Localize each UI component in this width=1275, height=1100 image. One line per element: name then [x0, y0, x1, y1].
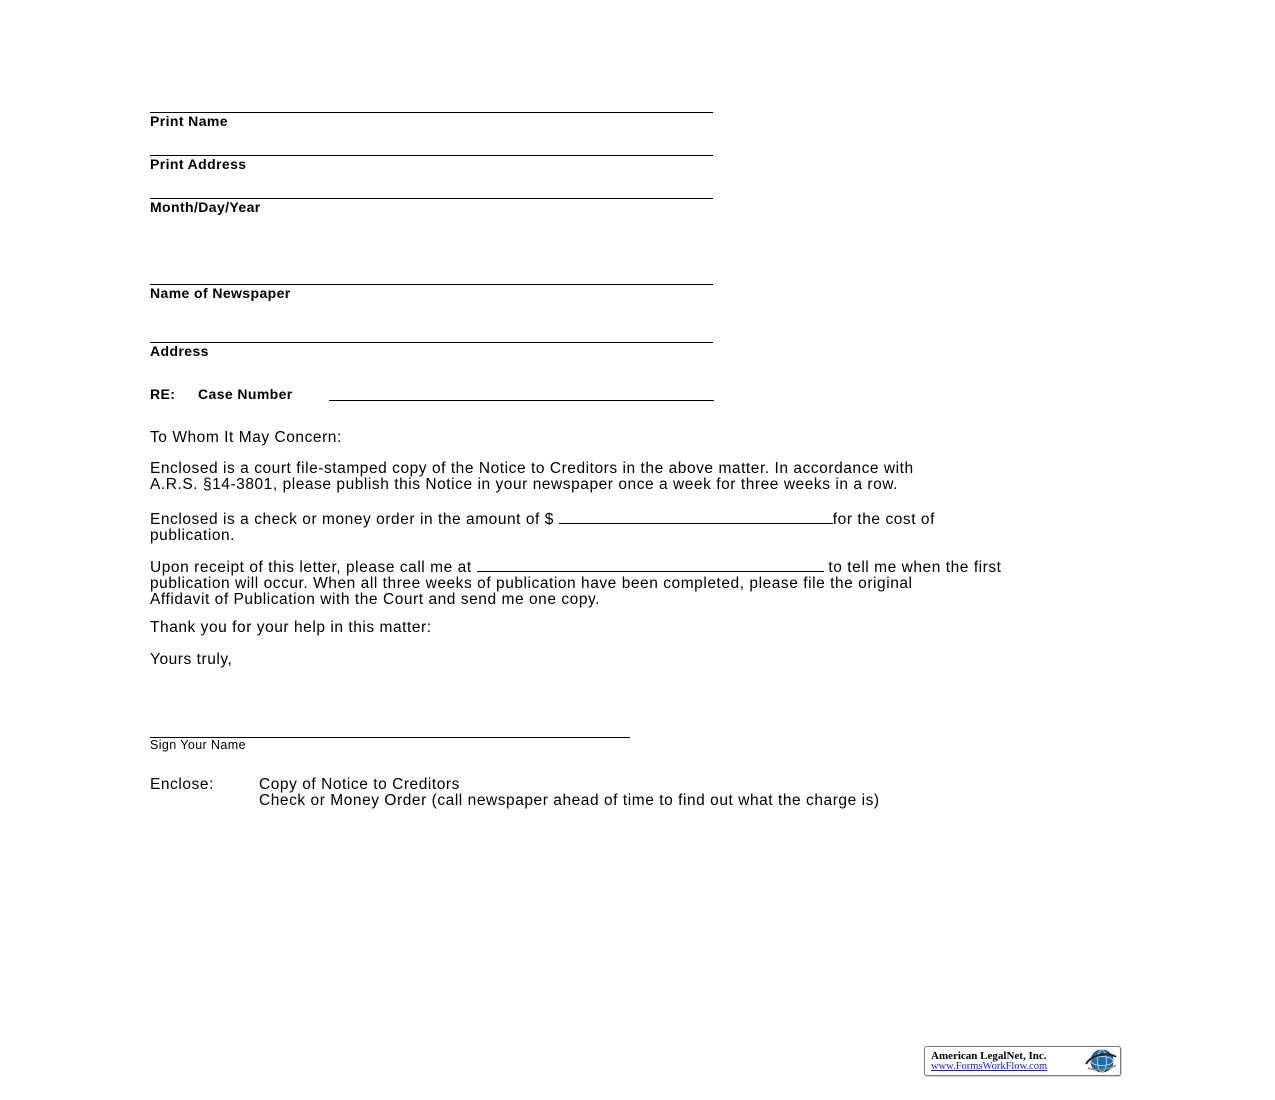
paragraph-3-line-2: publication will occur. When all three weeks of publication have been completed, please file the original [150, 575, 913, 592]
paragraph-3-line-1 [150, 557, 1140, 576]
newspaper-address-line[interactable] [150, 342, 713, 343]
amount-blank[interactable] [559, 509, 833, 524]
date-label: Month/Day/Year [150, 199, 261, 215]
vendor-name: American LegalNet, Inc. [931, 1050, 1047, 1062]
newspaper-name-label: Name of Newspaper [150, 285, 291, 301]
globe-logo-icon [1082, 1048, 1118, 1074]
paragraph-2-tail: for the cost of [832, 511, 935, 528]
phone-blank[interactable] [477, 557, 824, 572]
paragraph-3 [150, 557, 1140, 608]
enclose-label: Enclose: [150, 776, 214, 793]
case-number-label: Case Number [198, 386, 293, 402]
paragraph-2-line-1 [150, 509, 1140, 528]
vendor-link[interactable]: www.FormsWorkFlow.com [931, 1061, 1048, 1072]
paragraph-1-line-2: A.R.S. §14-3801, please publish this Notice in your newspaper once a week for three weeks in a row. [150, 476, 899, 493]
closing: Yours truly, [150, 651, 233, 668]
paragraph-2-line-2: publication. [150, 527, 236, 544]
thanks-line: Thank you for your help in this matter: [150, 619, 432, 636]
case-number-line[interactable] [329, 400, 714, 401]
print-address-label: Print Address [150, 156, 247, 172]
newspaper-address-label: Address [150, 343, 209, 359]
print-name-line[interactable] [150, 112, 713, 113]
paragraph-2-text: Enclosed is a check or money order in the amount of $ [150, 511, 554, 528]
vendor-badge [924, 1046, 1121, 1076]
salutation: To Whom It May Concern: [150, 429, 342, 446]
paragraph-3-text: Upon receipt of this letter, please call me at [150, 559, 472, 576]
paragraph-1 [150, 461, 1140, 493]
re-label: RE: [150, 386, 176, 402]
paragraph-3-tail: to tell me when the first [828, 559, 1002, 576]
enclosure-item: Copy of Notice to Creditors [259, 776, 460, 793]
signature-label: Sign Your Name [150, 738, 246, 752]
enclosure-item: Check or Money Order (call newspaper ahead of time to find out what the charge is) [259, 792, 880, 809]
print-name-label: Print Name [150, 113, 228, 129]
paragraph-3-line-3: Affidavit of Publication with the Court and send me one copy. [150, 591, 600, 608]
paragraph-2 [150, 509, 1140, 544]
paragraph-1-line-1: Enclosed is a court file-stamped copy of the Notice to Creditors in the above matter. In accordance with [150, 460, 914, 477]
